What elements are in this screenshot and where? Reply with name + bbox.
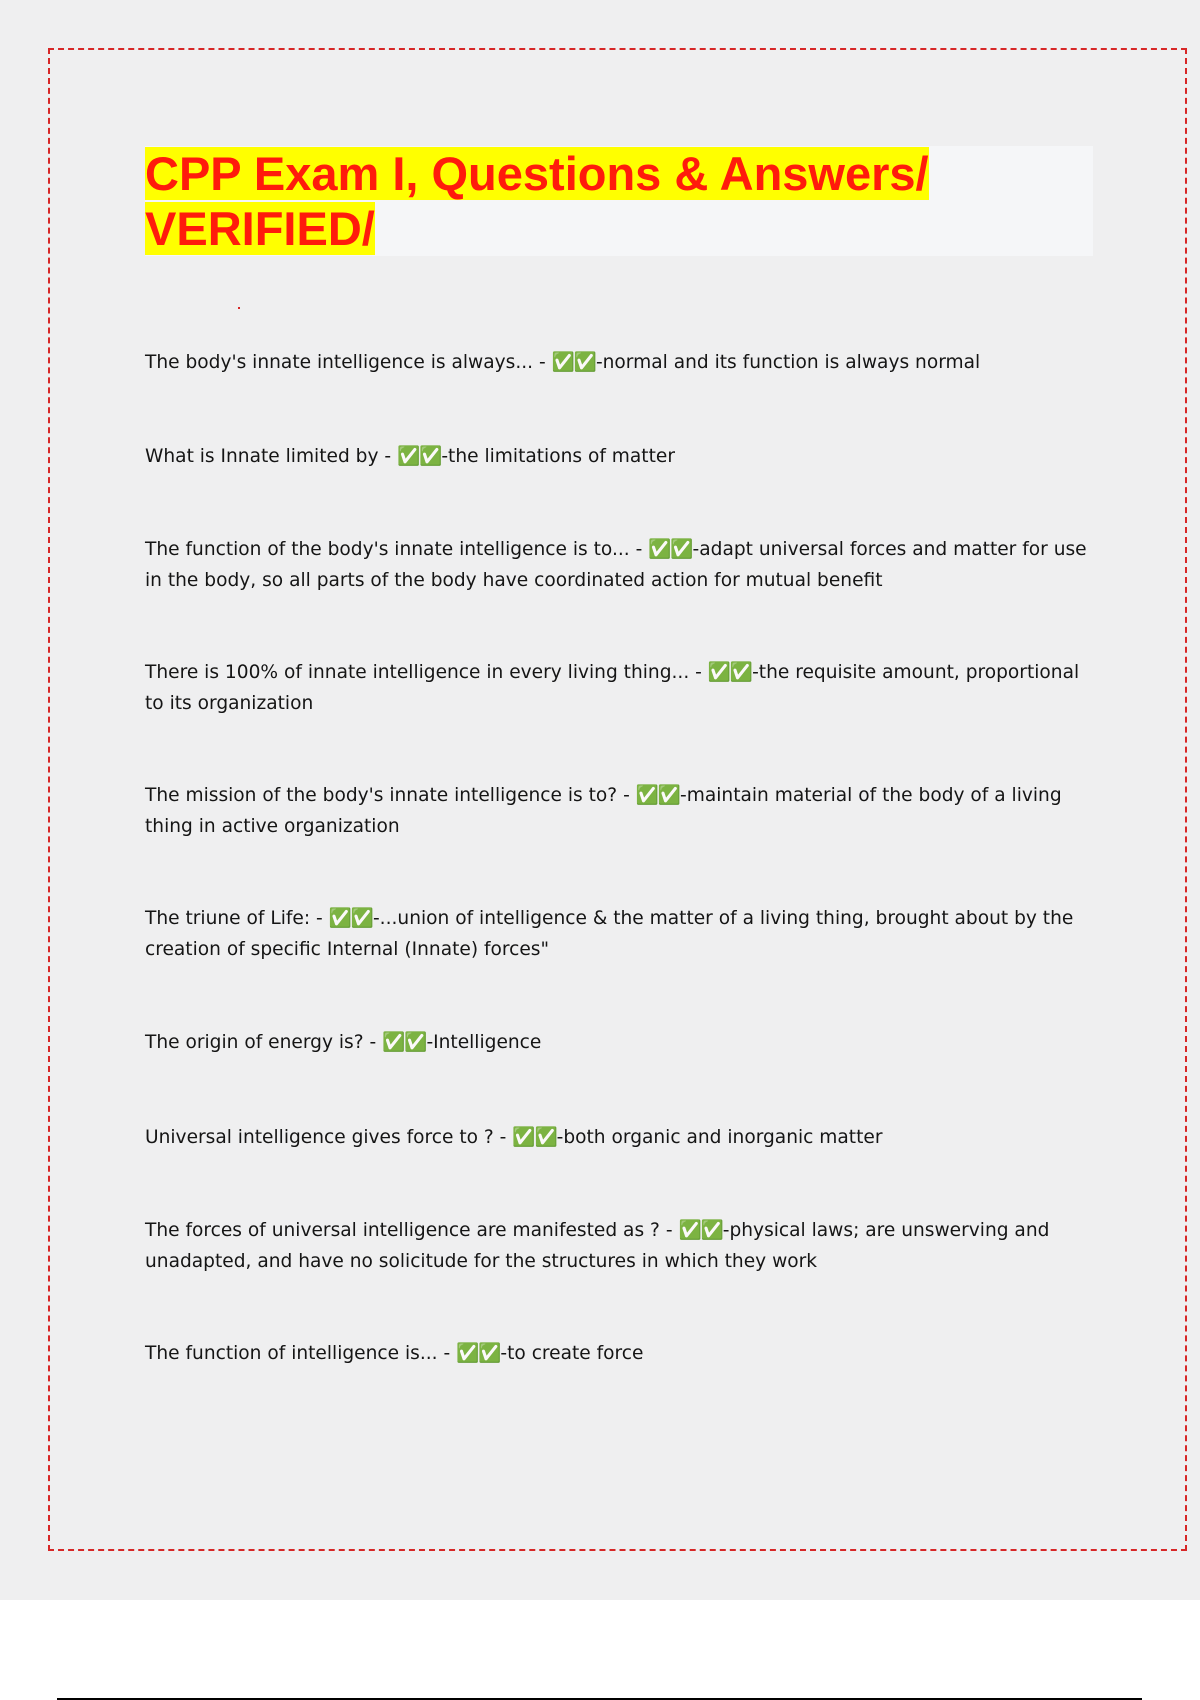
check-icon: ✅✅: [328, 908, 373, 929]
answer-text: -maintain material of the body of a living thing in active organization: [145, 785, 1062, 837]
qa-item: [145, 1215, 1090, 1277]
qa-item: [145, 1027, 1090, 1058]
check-icon: ✅✅: [382, 1032, 427, 1053]
answer-text: -Intelligence: [426, 1032, 542, 1053]
check-icon: ✅✅: [551, 352, 596, 373]
answer-text: -physical laws; are unswerving and unadapted, and have no solicitude for the structures in which they work: [145, 1220, 1050, 1272]
question-text: The forces of universal intelligence are manifested as ? -: [145, 1220, 679, 1241]
answer-text: -both organic and inorganic matter: [556, 1127, 883, 1148]
question-text: The triune of Life: -: [145, 908, 329, 929]
qa-item: [145, 657, 1090, 719]
qa-item: [145, 903, 1090, 965]
check-icon: ✅✅: [648, 539, 693, 560]
qa-item: [145, 534, 1090, 596]
check-icon: ✅✅: [456, 1343, 501, 1364]
question-text: The function of the body's innate intelligence is to... -: [145, 539, 649, 560]
question-text: Universal intelligence gives force to ? -: [145, 1127, 513, 1148]
answer-text: -the requisite amount, proportional to its organization: [145, 662, 1080, 714]
qa-item: [145, 347, 1090, 378]
document-title: [145, 146, 1093, 256]
check-icon: ✅✅: [707, 662, 753, 683]
answer-text: -normal and its function is always normal: [595, 352, 981, 373]
qa-item: [145, 441, 1090, 472]
question-text: The origin of energy is? -: [145, 1032, 383, 1053]
question-text: The mission of the body's innate intelligence is to? -: [145, 785, 636, 806]
answer-text: -to create force: [500, 1343, 644, 1364]
stray-red-dot: [238, 307, 240, 309]
question-text: There is 100% of innate intelligence in every living thing... -: [145, 662, 708, 683]
check-icon: ✅✅: [678, 1220, 723, 1241]
check-icon: ✅✅: [397, 446, 442, 467]
question-text: The body's innate intelligence is always... -: [145, 352, 552, 373]
qa-item: [145, 780, 1090, 842]
title-box: [145, 146, 1093, 256]
check-icon: ✅✅: [635, 785, 681, 806]
check-icon: ✅✅: [512, 1127, 557, 1148]
question-text: The function of intelligence is... -: [145, 1343, 457, 1364]
question-text: What is Innate limited by -: [145, 446, 398, 467]
qa-item: [145, 1122, 1090, 1153]
answer-text: -adapt universal forces and matter for use in the body, so all parts of the body have coordinated action for mutual benefit: [145, 539, 1087, 591]
qa-item: [145, 1338, 1090, 1369]
answer-text: -the limitations of matter: [441, 446, 675, 467]
title-line-1: CPP Exam I, Questions & Answers/: [145, 147, 929, 200]
answer-text: -...union of intelligence & the matter of a living thing, brought about by the creation of specific Internal (Innate) forces": [145, 908, 1074, 960]
title-line-2: VERIFIED/: [145, 202, 375, 255]
